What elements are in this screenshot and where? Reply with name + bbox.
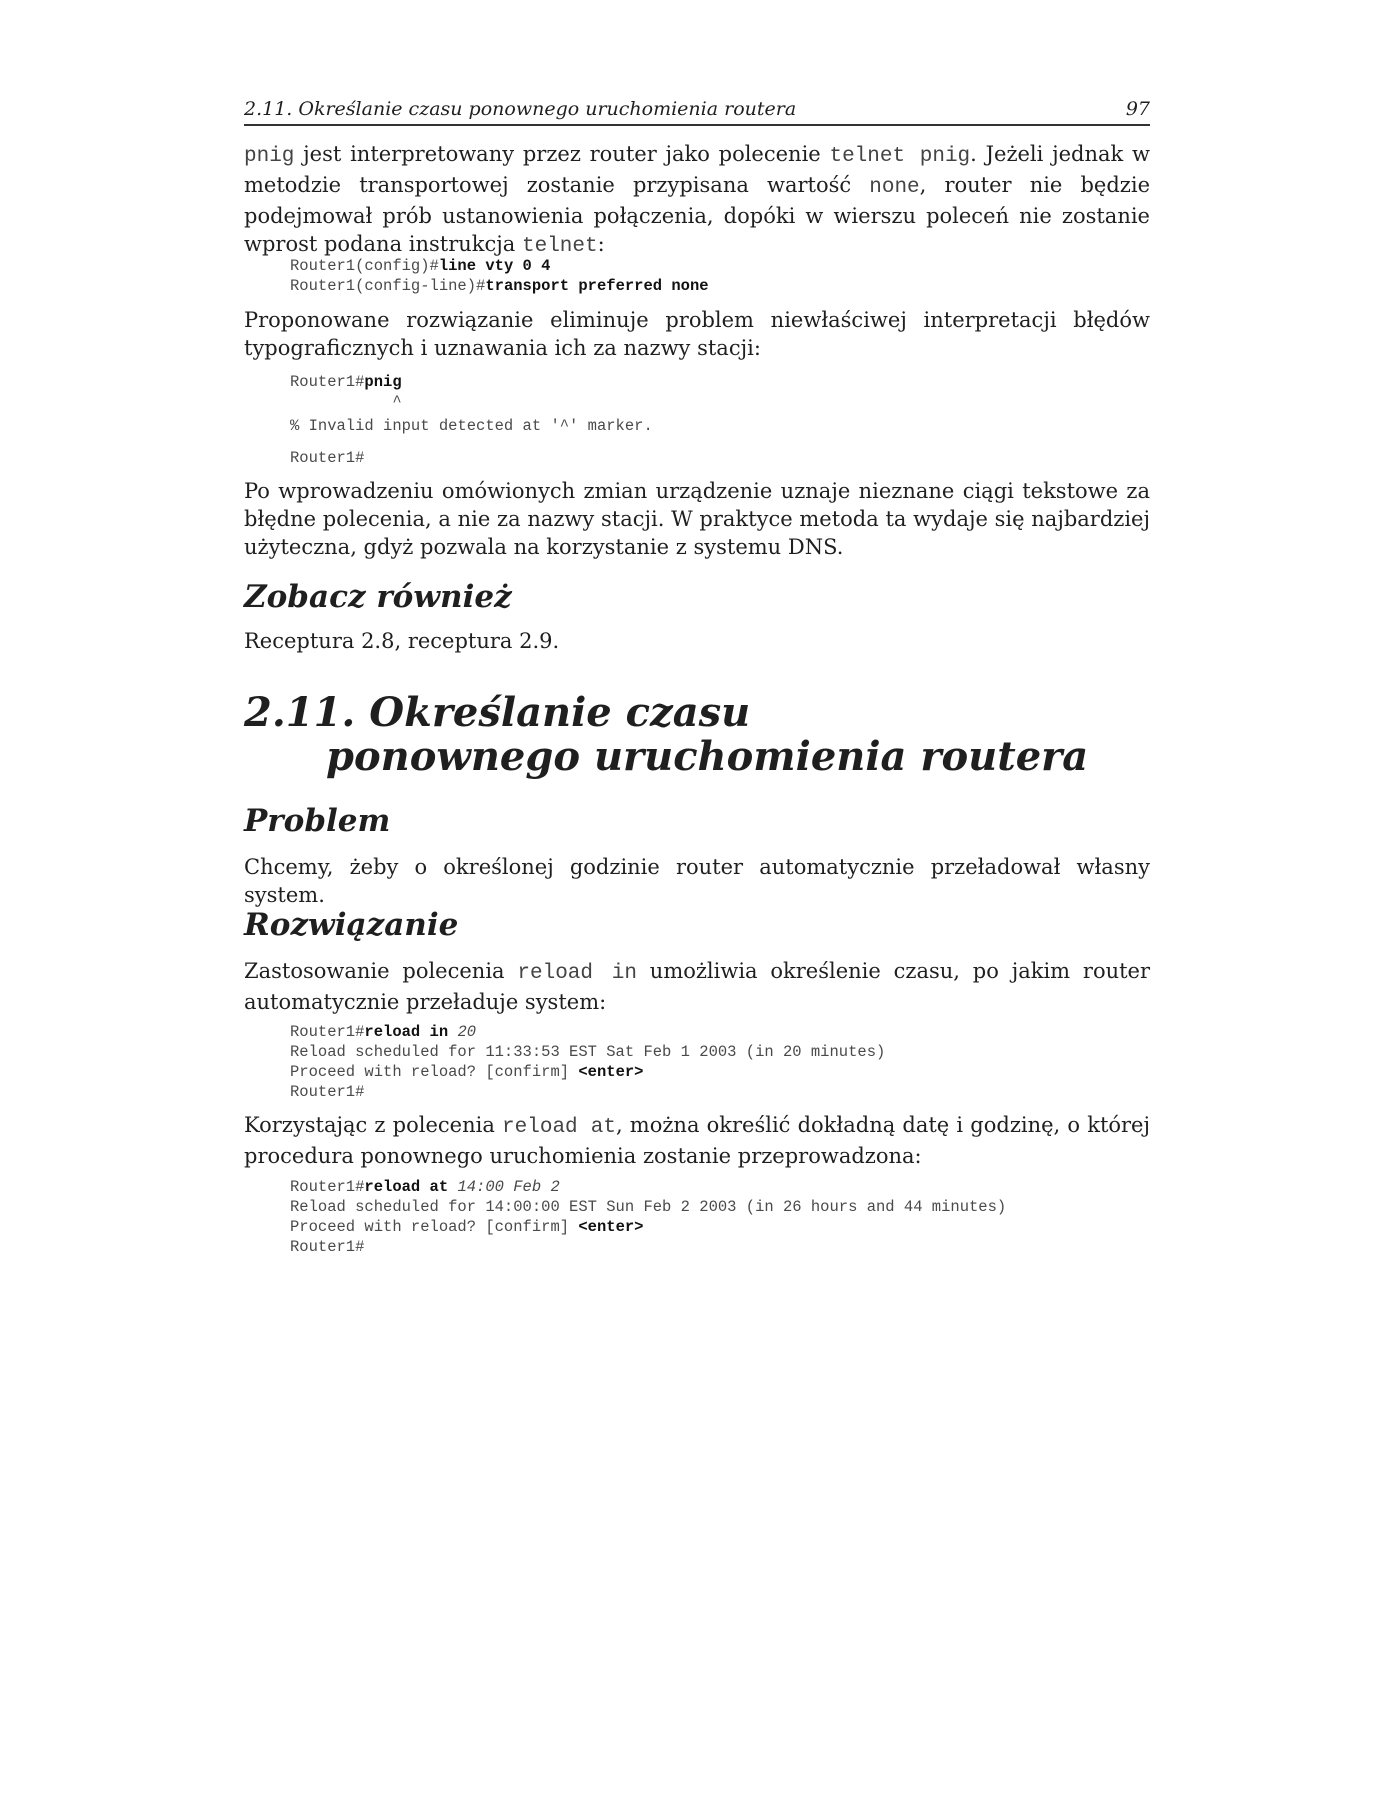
code-block-line-vty xyxy=(290,256,709,296)
paragraph-proposed-solution: Proponowane rozwiązanie eliminuje problem niewłaściwej interpretacji błędów typograficznych i uznawania ich za nazwy stacji: xyxy=(244,308,1150,360)
code-command: line vty 0 4 xyxy=(438,257,551,275)
text-run: umożliwia określenie czasu, po jakim router automatycznie przeładuje system: xyxy=(244,959,1151,1014)
code-prompt: Router1# xyxy=(290,1023,365,1041)
section-number: 2.11. xyxy=(244,689,356,736)
paragraph-result: Po wprowadzeniu omówionych zmian urządzenie uznaje nieznane ciągi tekstowe za błędne polecenia, a nie za nazwy stacji. W praktyce metoda ta wydaje się najbardziej użyteczna, gdyż pozwala na korzystanie z systemu DNS. xyxy=(244,479,1150,559)
paragraph-reload-at xyxy=(244,1111,1150,1170)
code-command: reload at xyxy=(364,1178,449,1196)
inline-code: telnet xyxy=(521,235,598,258)
code-output: Proceed with reload? [confirm] xyxy=(290,1063,579,1081)
code-output: Proceed with reload? [confirm] xyxy=(290,1218,579,1236)
code-prompt: Router1# xyxy=(290,1083,365,1101)
code-output: Reload scheduled for 14:00:00 EST Sun Feb 2 2003 (in 26 hours and 44 minutes) xyxy=(290,1198,1007,1216)
page-number: 97 xyxy=(1125,98,1150,120)
running-title: 2.11. Określanie czasu ponownego uruchomienia routera xyxy=(244,98,797,120)
code-prompt: Router1# xyxy=(290,1178,365,1196)
problem-text: Chcemy, żeby o określonej godzinie router automatycznie przeładował własny system. xyxy=(244,855,1150,907)
code-command: pnig xyxy=(364,373,402,391)
heading-problem: Problem xyxy=(244,803,391,839)
inline-code: telnet pnig xyxy=(829,145,971,168)
code-argument: 14:00 Feb 2 xyxy=(448,1178,560,1196)
code-argument: 20 xyxy=(448,1023,477,1041)
code-command: reload in xyxy=(364,1023,449,1041)
section-title xyxy=(244,690,750,736)
see-also-text: Receptura 2.8, receptura 2.9. xyxy=(244,629,560,653)
heading-solution: Rozwiązanie xyxy=(244,907,459,943)
text-run: . Jeżeli jednak w metodzie transportowej zostanie przypisana wartość xyxy=(244,142,1150,197)
code-error: % Invalid input detected at '^' marker. xyxy=(290,417,653,435)
solution-text xyxy=(244,957,1150,1016)
inline-code: pnig xyxy=(244,145,295,168)
code-prompt: Router1# xyxy=(290,373,365,391)
code-prompt: Router1(config)# xyxy=(290,257,439,275)
text-run: Korzystając z polecenia xyxy=(244,1113,503,1137)
text-run: , router nie będzie podejmował prób ustanowienia połączenia, dopóki w wierszu poleceń nie zostanie wprost podana instrukcja xyxy=(244,173,1150,256)
heading-see-also: Zobacz również xyxy=(244,579,512,615)
code-prompt: Router1# xyxy=(290,1238,365,1256)
error-caret: ^ xyxy=(392,393,402,411)
code-command: transport preferred none xyxy=(485,277,709,295)
code-prompt: Router1(config-line)# xyxy=(290,277,486,295)
code-block-reload-in xyxy=(290,1022,885,1102)
section-title-line-1: Określanie czasu xyxy=(369,689,751,736)
text-run: : xyxy=(597,232,605,256)
inline-code: none xyxy=(869,176,920,199)
text-run: Zastosowanie polecenia xyxy=(244,959,518,983)
code-key: <enter> xyxy=(578,1063,644,1081)
code-block-invalid-input xyxy=(290,372,653,468)
text-run: jest interpretowany przez router jako polecenie xyxy=(294,142,830,166)
inline-code: reload at xyxy=(502,1116,616,1139)
section-title-line-2: ponownego uruchomienia routera xyxy=(326,733,1089,780)
code-block-reload-at xyxy=(290,1177,1006,1257)
text-run: , można określić dokładną datę i godzinę, o której procedura ponownego uruchomienia zostanie przeprowadzona: xyxy=(244,1113,1150,1168)
paragraph-transport xyxy=(244,140,1150,261)
code-prompt: Router1# xyxy=(290,449,365,467)
running-header xyxy=(244,98,1150,126)
code-key: <enter> xyxy=(578,1218,644,1236)
inline-code: reload in xyxy=(517,962,637,985)
code-output: Reload scheduled for 11:33:53 EST Sat Feb 1 2003 (in 20 minutes) xyxy=(290,1043,886,1061)
